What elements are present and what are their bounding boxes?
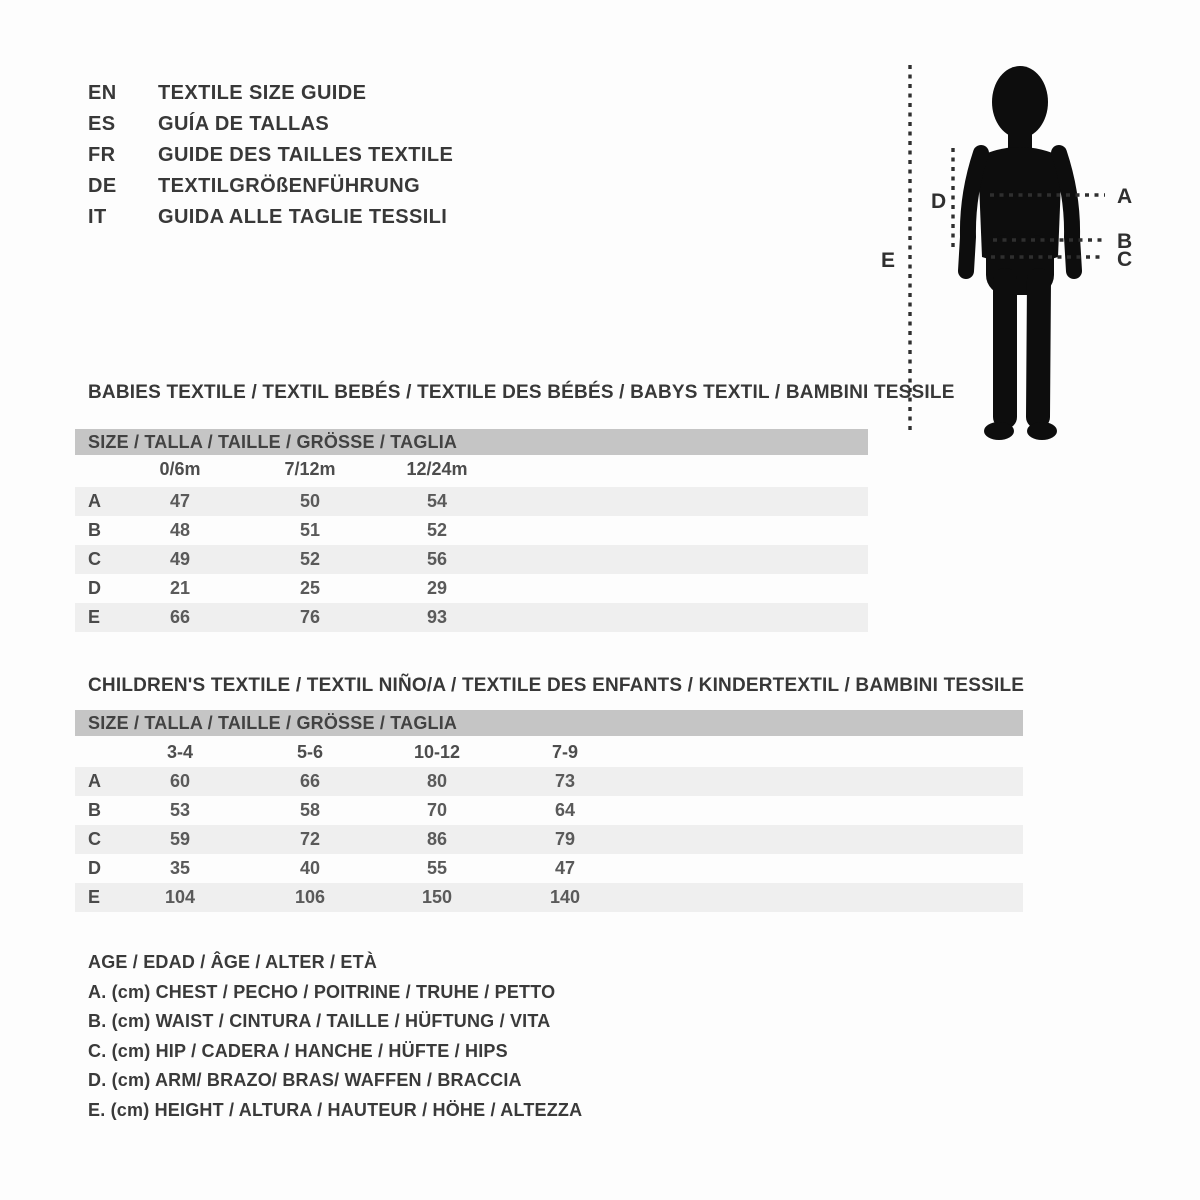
cell-value: 54: [426, 491, 448, 511]
language-label: TEXTILE SIZE GUIDE: [158, 82, 367, 104]
language-code: IT: [88, 206, 107, 228]
babies-section-title: BABIES TEXTILE / TEXTIL BEBÉS / TEXTILE DES BÉBÉS / BABYS TEXTIL / BAMBINI TESSILE: [88, 382, 955, 403]
row-label: B: [88, 800, 101, 820]
cell-value: 53: [169, 800, 191, 820]
figure-label-c: C: [1117, 248, 1133, 271]
cell-value: 29: [426, 578, 448, 598]
cell-value: 47: [169, 491, 191, 511]
row-label: B: [88, 520, 101, 540]
cell-value: 76: [299, 607, 321, 627]
table-row: [75, 545, 868, 574]
cell-value: 47: [554, 858, 576, 878]
language-code: FR: [88, 144, 116, 166]
cell-value: 56: [426, 549, 448, 569]
table-row: [75, 487, 868, 516]
children-column-header-row: [75, 738, 1023, 767]
figure-label-b: B: [1117, 230, 1133, 253]
legend-arm: D. (cm) ARM/ BRAZO/ BRAS/ WAFFEN / BRACCIA: [88, 1070, 522, 1091]
cell-value: 55: [426, 858, 448, 878]
legend-chest: A. (cm) CHEST / PECHO / POITRINE / TRUHE / PETTO: [88, 981, 556, 1002]
language-label: TEXTILGRÖßENFÜHRUNG: [158, 175, 421, 197]
cell-value: 58: [299, 800, 321, 820]
cell-value: 51: [299, 520, 321, 540]
children-col-7-9: 7-9: [551, 742, 578, 762]
table-row: [75, 574, 868, 603]
table-row: [75, 796, 1023, 825]
language-row-fr: [88, 140, 453, 171]
babies-col-0-6m: 0/6m: [159, 459, 201, 479]
cell-value: 21: [169, 578, 191, 598]
babies-size-header-bar: SIZE / TALLA / TAILLE / GRÖSSE / TAGLIA: [75, 429, 868, 455]
language-list: [88, 78, 453, 233]
cell-value: 59: [169, 829, 191, 849]
language-label: GUIDA ALLE TAGLIE TESSILI: [158, 206, 448, 228]
language-row-es: [88, 109, 453, 140]
legend-height: E. (cm) HEIGHT / ALTURA / HAUTEUR / HÖHE / ALTEZZA: [88, 1099, 583, 1120]
language-row-en: [88, 78, 453, 109]
cell-value: 64: [554, 800, 576, 820]
cell-value: 80: [426, 771, 448, 791]
legend-waist: B. (cm) WAIST / CINTURA / TAILLE / HÜFTUNG / VITA: [88, 1011, 551, 1032]
table-row: [75, 854, 1023, 883]
cell-value: 49: [169, 549, 191, 569]
legend-age: AGE / EDAD / ÂGE / ALTER / ETÀ: [88, 952, 378, 973]
row-label: C: [88, 829, 101, 849]
cell-value: 48: [169, 520, 191, 540]
measurement-legend: [88, 948, 582, 1125]
table-row: [75, 825, 1023, 854]
children-size-header-bar: SIZE / TALLA / TAILLE / GRÖSSE / TAGLIA: [75, 710, 1023, 736]
children-col-5-6: 5-6: [296, 742, 323, 762]
table-row: [75, 767, 1023, 796]
figure-label-d: D: [931, 190, 947, 213]
language-row-it: [88, 202, 453, 233]
language-label: GUÍA DE TALLAS: [158, 113, 330, 135]
cell-value: 60: [169, 771, 191, 791]
row-label: C: [88, 549, 101, 569]
cell-value: 150: [421, 887, 453, 907]
cell-value: 50: [299, 491, 321, 511]
row-label: D: [88, 858, 101, 878]
cell-value: 86: [426, 829, 448, 849]
language-code: DE: [88, 175, 117, 197]
cell-value: 66: [169, 607, 191, 627]
babies-col-7-12m: 7/12m: [284, 459, 336, 479]
babies-column-header-row: [75, 455, 868, 484]
table-row: [75, 603, 868, 632]
children-section-title: CHILDREN'S TEXTILE / TEXTIL NIÑO/A / TEXTILE DES ENFANTS / KINDERTEXTIL / BAMBINI TESSILE: [88, 675, 1025, 696]
language-row-de: [88, 171, 453, 202]
table-row: [75, 516, 868, 545]
cell-value: 73: [554, 771, 576, 791]
cell-value: 106: [294, 887, 326, 907]
cell-value: 70: [426, 800, 448, 820]
legend-hip: C. (cm) HIP / CADERA / HANCHE / HÜFTE / HIPS: [88, 1040, 508, 1061]
cell-value: 104: [164, 887, 196, 907]
cell-value: 25: [299, 578, 321, 598]
cell-value: 140: [549, 887, 581, 907]
cell-value: 72: [299, 829, 321, 849]
row-label: E: [88, 887, 101, 907]
language-code: EN: [88, 82, 117, 104]
cell-value: 52: [299, 549, 321, 569]
cell-value: 52: [426, 520, 448, 540]
cell-value: 93: [426, 607, 448, 627]
children-col-10-12: 10-12: [413, 742, 461, 762]
row-label: E: [88, 607, 101, 627]
table-row: [75, 883, 1023, 912]
language-code: ES: [88, 113, 116, 135]
child-silhouette-icon: [966, 66, 1074, 440]
row-label: D: [88, 578, 101, 598]
babies-col-12-24m: 12/24m: [406, 459, 468, 479]
row-label: A: [88, 491, 101, 511]
figure-label-a: A: [1117, 185, 1133, 208]
children-col-3-4: 3-4: [166, 742, 193, 762]
language-label: GUIDE DES TAILLES TEXTILE: [158, 144, 454, 166]
cell-value: 79: [554, 829, 576, 849]
cell-value: 66: [299, 771, 321, 791]
cell-value: 35: [169, 858, 191, 878]
cell-value: 40: [299, 858, 321, 878]
row-label: A: [88, 771, 101, 791]
figure-label-e: E: [881, 249, 896, 272]
